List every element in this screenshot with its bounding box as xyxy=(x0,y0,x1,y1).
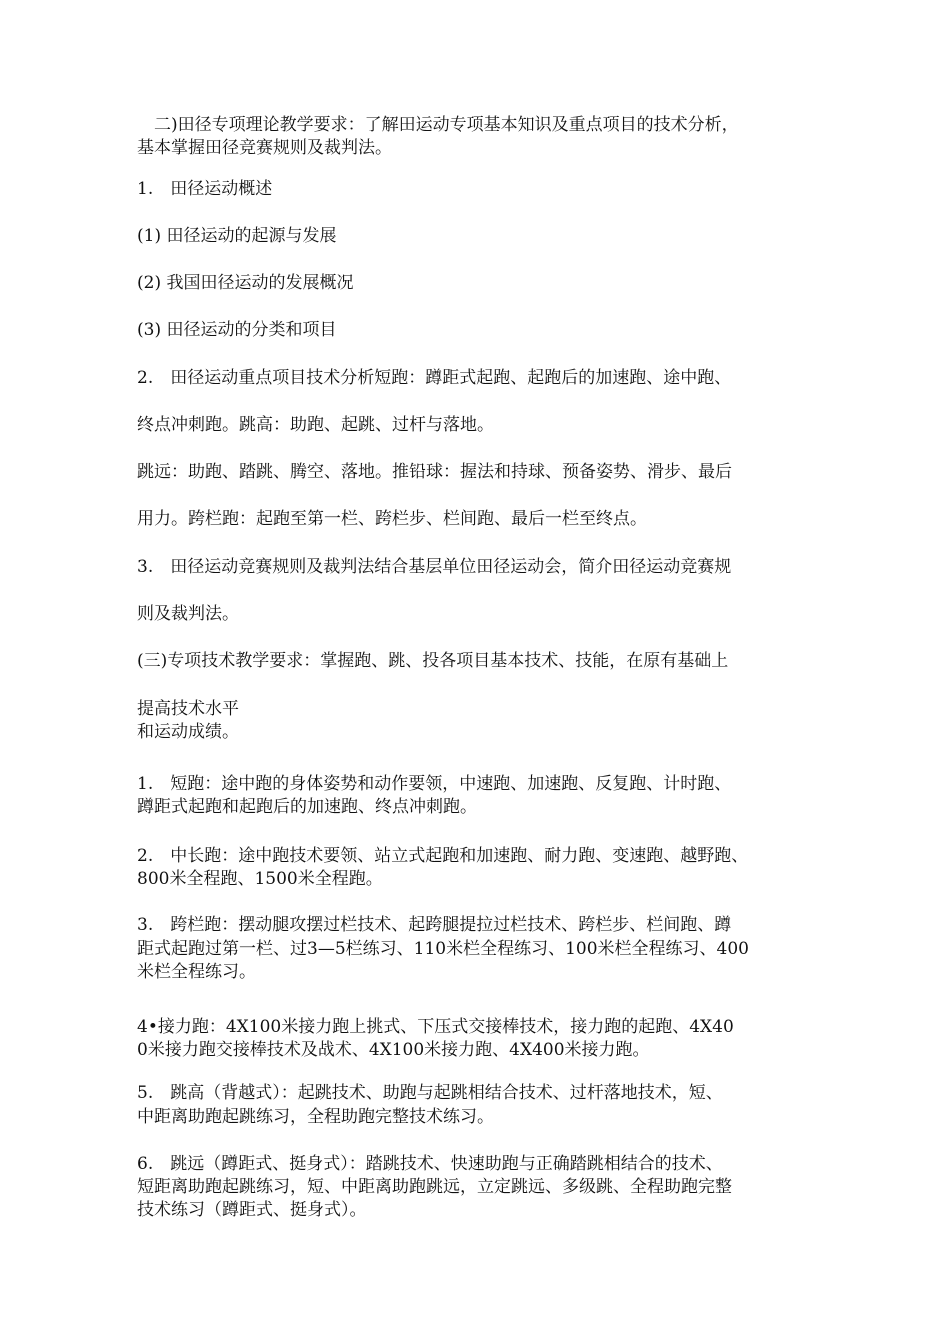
text-line: 和运动成绩。 xyxy=(137,722,239,742)
text-line: 跳远：助跑、踏跳、腾空、落地。推铅球：握法和持球、预备姿势、滑步、最后 xyxy=(137,462,732,482)
list-item: 5. 跳高（背越式）：起跳技术、助跑与起跳相结合技术、过杆落地技术，短、 xyxy=(137,1083,723,1103)
list-item: 2. 中长跑：途中跑技术要领、站立式起跑和加速跑、耐力跑、变速跑、越野跑、 xyxy=(137,846,749,866)
list-item: 3. 跨栏跑：摆动腿攻摆过栏技术、起跨腿提拉过栏技术、跨栏步、栏间跑、蹲 xyxy=(137,915,732,935)
text-line: 终点冲刺跑。跳高：助跑、起跳、过杆与落地。 xyxy=(137,415,494,435)
text-line: 二)田径专项理论教学要求：了解田运动专项基本知识及重点项目的技术分析， xyxy=(137,115,739,135)
text-line: 则及裁判法。 xyxy=(137,604,239,624)
list-item: 800米全程跑、1500米全程跑。 xyxy=(137,869,383,889)
text-line: 用力。跨栏跑：起跑至第一栏、跨栏步、栏间跑、最后一栏至终点。 xyxy=(137,509,647,529)
list-heading-3: 3. 田径运动竞赛规则及裁判法结合基层单位田径运动会，简介田径运动竞赛规 xyxy=(137,557,732,577)
list-item: 米栏全程练习。 xyxy=(137,962,256,982)
list-item: 中距离助跑起跳练习，全程助跑完整技术练习。 xyxy=(137,1107,494,1127)
text-line: 基本掌握田径竞赛规则及裁判法。 xyxy=(137,138,392,158)
list-item: 6. 跳远（蹲距式、挺身式）：踏跳技术、快速助跑与正确踏跳相结合的技术、 xyxy=(137,1154,723,1174)
list-item: (3) 田径运动的分类和项目 xyxy=(137,320,337,340)
list-item: (1) 田径运动的起源与发展 xyxy=(137,226,337,246)
text-line: 提高技术水平 xyxy=(137,699,239,719)
list-item: 蹲距式起跑和起跑后的加速跑、终点冲刺跑。 xyxy=(137,797,477,817)
list-item: 距式起跑过第一栏、过3—5栏练习、110米栏全程练习、100米栏全程练习、400 xyxy=(137,939,749,959)
section-heading: (三)专项技术教学要求：掌握跑、跳、投各项目基本技术、技能，在原有基础上 xyxy=(137,651,729,671)
list-item: 技术练习（蹲距式、挺身式）。 xyxy=(137,1200,367,1220)
list-heading-1: 1. 田径运动概述 xyxy=(137,179,273,199)
list-item: 1. 短跑：途中跑的身体姿势和动作要领，中速跑、加速跑、反复跑、计时跑、 xyxy=(137,774,732,794)
list-item: 0米接力跑交接棒技术及战术、4X100米接力跑、4X400米接力跑。 xyxy=(137,1040,650,1060)
list-heading-2: 2. 田径运动重点项目技术分析短跑：蹲距式起跑、起跑后的加速跑、途中跑、 xyxy=(137,368,732,388)
list-item: (2) 我国田径运动的发展概况 xyxy=(137,273,354,293)
list-item: 4•接力跑：4X100米接力跑上挑式、下压式交接棒技术，接力跑的起跑、4X40 xyxy=(137,1017,734,1037)
list-item: 短距离助跑起跳练习，短、中距离助跑跳远，立定跳远、多级跳、全程助跑完整 xyxy=(137,1177,732,1197)
